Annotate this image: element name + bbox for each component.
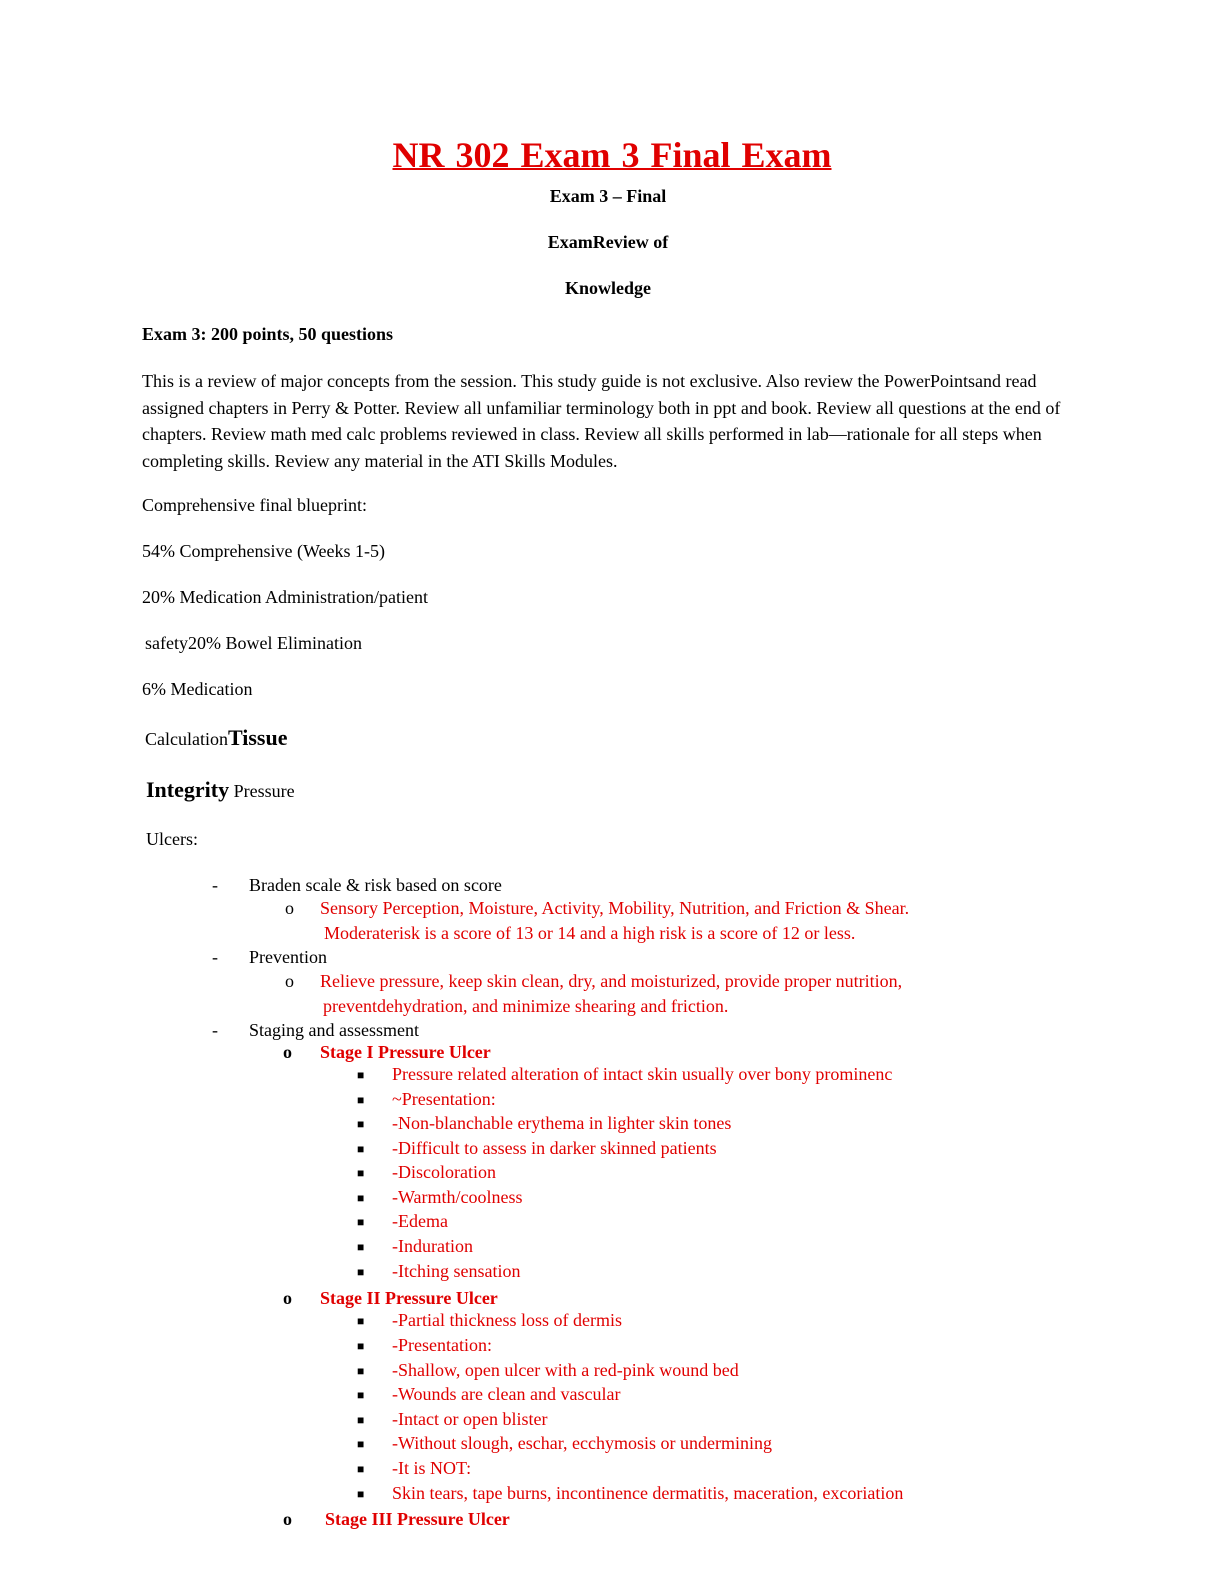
stage-2-bullet: -Presentation: [392,1335,492,1355]
stage-2-bullet: Skin tears, tape burns, incontinence dermatitis, maceration, excoriation [392,1483,904,1503]
stage-1-heading: Stage I Pressure Ulcer [320,1042,491,1062]
list-subitem: Relieve pressure, keep skin clean, dry, and moisturized, provide proper nutrition, [320,971,903,991]
list-item-braden: Braden scale & risk based on score [249,875,502,895]
stage-2-bullet: -It is NOT: [392,1458,472,1478]
subtitle-exam: Exam 3 – Final [549,186,667,206]
square-bullet: ■ [357,1191,365,1205]
circle-bullet: o [285,898,294,918]
exam-info: Exam 3: 200 points, 50 questions [142,324,394,344]
circle-bullet: o [283,1042,292,1062]
square-bullet: ■ [357,1487,365,1501]
stage-2-bullet: -Intact or open blister [392,1409,548,1429]
square-bullet: ■ [357,1093,365,1107]
square-bullet: ■ [357,1068,365,1082]
square-bullet: ■ [357,1462,365,1476]
square-bullet: ■ [357,1215,365,1229]
circle-bullet: o [285,971,294,991]
stage-1-bullet: ~Presentation: [392,1089,496,1109]
blueprint-line-text: Pressure [229,781,295,801]
blueprint-line [145,725,288,751]
blueprint-heading: Comprehensive final blueprint: [142,495,367,515]
stage-2-bullet: -Without slough, eschar, ecchymosis or undermining [392,1433,772,1453]
blueprint-line [146,777,295,803]
stage-1-bullet: -Itching sensation [392,1261,521,1281]
blueprint-line: safety20% Bowel Elimination [145,633,362,653]
blueprint-line-text: Calculation [145,729,228,749]
blueprint-line: Ulcers: [146,829,198,849]
subtitle-review: ExamReview of [547,232,669,252]
square-bullet: ■ [357,1388,365,1402]
blueprint-line: 6% Medication [142,679,253,699]
blueprint-line: 54% Comprehensive (Weeks 1-5) [142,541,385,561]
stage-1-bullet: -Edema [392,1211,448,1231]
stage-2-heading: Stage II Pressure Ulcer [320,1288,498,1308]
blueprint-line: 20% Medication Administration/patient [142,587,428,607]
list-item-prevention: Prevention [249,947,327,967]
section-heading-tissue: Tissue [227,725,288,750]
intro-paragraph: This is a review of major concepts from the session. This study guide is not exclusive. Also review the PowerPointsand read assigned chapters in Perry & Potter. Review all unfamiliar terminology both in ppt and book. Review all questions at the end of chapters. Review math med calc problems reviewed in class. Review all skills performed in lab—rationale for all steps when completing skills. Review any material in the ATI Skills Modules. [142,371,1061,471]
circle-bullet: o [283,1509,292,1529]
square-bullet: ■ [357,1314,365,1328]
stage-3-heading: Stage III Pressure Ulcer [325,1509,510,1529]
stage-2-bullet: -Shallow, open ulcer with a red-pink wound bed [392,1360,739,1380]
dash-bullet: - [212,1020,218,1040]
list-subitem: Sensory Perception, Moisture, Activity, Mobility, Nutrition, and Friction & Shear. [320,898,910,918]
square-bullet: ■ [357,1166,365,1180]
document-title: NR 302 Exam 3 Final Exam [392,135,832,175]
square-bullet: ■ [357,1240,365,1254]
square-bullet: ■ [357,1339,365,1353]
square-bullet: ■ [357,1413,365,1427]
list-subitem: Moderaterisk is a score of 13 or 14 and a high risk is a score of 12 or less. [324,923,856,943]
list-subitem: preventdehydration, and minimize shearing and friction. [323,996,729,1016]
stage-2-bullet: -Partial thickness loss of dermis [392,1310,622,1330]
square-bullet: ■ [357,1142,365,1156]
stage-1-bullet: -Warmth/coolness [392,1187,523,1207]
circle-bullet: o [283,1288,292,1308]
square-bullet: ■ [357,1364,365,1378]
dash-bullet: - [212,875,218,895]
square-bullet: ■ [357,1265,365,1279]
stage-1-bullet: -Non-blanchable erythema in lighter skin tones [392,1113,732,1133]
square-bullet: ■ [357,1437,365,1451]
stage-1-bullet: Pressure related alteration of intact skin usually over bony prominenc [392,1064,893,1084]
section-heading-integrity: Integrity [146,777,230,802]
square-bullet: ■ [357,1117,365,1131]
stage-1-bullet: -Difficult to assess in darker skinned patients [392,1138,717,1158]
stage-1-bullet: -Induration [392,1236,473,1256]
subtitle-knowledge: Knowledge [564,278,651,298]
stage-2-bullet: -Wounds are clean and vascular [392,1384,621,1404]
stage-1-bullet: -Discoloration [392,1162,496,1182]
list-item-staging: Staging and assessment [249,1020,419,1040]
dash-bullet: - [212,947,218,967]
